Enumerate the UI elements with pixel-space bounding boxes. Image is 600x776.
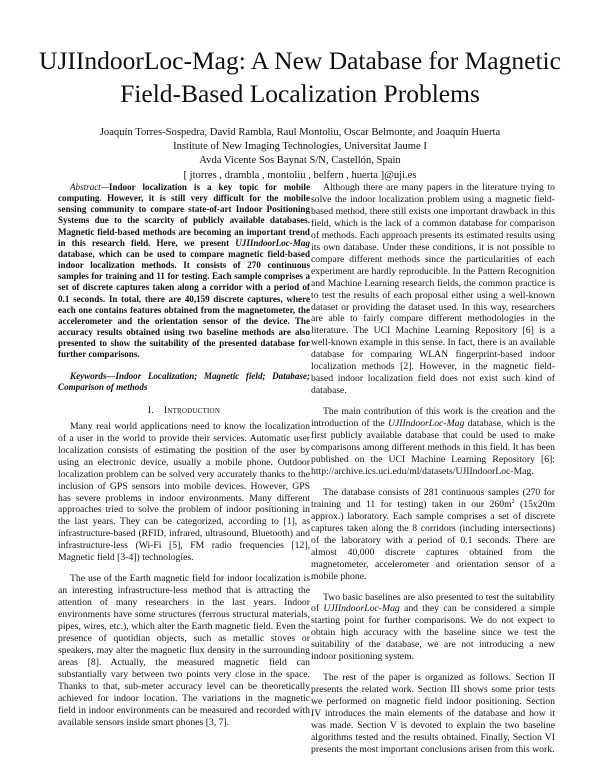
section-number: I. bbox=[147, 404, 154, 416]
author-address: Avda Vicente Sos Baynat S/N, Castellón, Spain bbox=[199, 155, 401, 167]
p2-text-a: The main contribution of this work is the creation and the introduction of the bbox=[311, 406, 555, 430]
p4-text-b: and they can be considered a simple starting point for further comparisons. We do not expect to obtain high accuracy with the baseline since we test the suitability of the database, we are not introducing a new indoor positioning system. bbox=[311, 603, 555, 663]
abstract-text-1: Indoor localization is a key topic for mobile computing. However, it is still very difficult for the mobile sensing community to compare state-of-art Indoor Positioning Systems due to the scarcity of publicly available databases. Magnetic field-based methods are becoming an important trend in this research field. Here, we present bbox=[58, 182, 310, 248]
title-line-2: Field-Based Localization Problems bbox=[120, 79, 480, 108]
right-paragraph-1: Although there are many papers in the literature trying to solve the indoor localization problem using a magnetic field-based method, there still exists one important drawback in this field, which is the lack of a common database for comparison of methods. Each approach presents its estimated results using its own database. Under these conditions, it is not possible to compare different methods since the particularities of each experiment are hardly reproducible. In the Pattern Recognition and Machine Learning research fields, the common practice is to test the results of each proposal either using a well-known dataset or providing the dataset used. In this way, researchers are able to fairly compare different methodologies in the literature. The UCI Machine Learning Repository [6] is a well-known example in this sense. In fact, there is an available database for comparing WLAN fingerprint-based indoor localization methods [2]. However, in the magnetic field-based indoor localization field does not exist such kind of database. bbox=[311, 182, 555, 397]
p3-text-a: The database consists of 281 continuous samples (270 for training and 11 for testing) taken in our 260m bbox=[311, 486, 555, 510]
author-names: Joaquín Torres-Sospedra, David Rambla, Raul Montoliu, Oscar Belmonte, and Joaquín Huerta bbox=[99, 127, 501, 138]
right-paragraph-2 bbox=[311, 406, 555, 478]
intro-paragraph-2: The use of the Earth magnetic field for indoor localization is an interesting infrastructure-less method that is attracting the attention of many researchers in the last years. Indoor environments have some structures (ferrous structural materials, pipes, wires, etc.), which alter the Earth magnetic field. Even the presence of quotidian objects, such as metallic stoves or speakers, may alter the magnetic flux density in the surrounding areas [8]. Actually, the measured magnetic field can substantially vary between two points very close in the space. Thanks to that, sub-meter accuracy level can be theoretically achieved for indoor location. The variations in the magnetic field in indoor environments can be measured and recorded with available sensors inside smart phones [3, 7]. bbox=[58, 573, 310, 728]
abstract-lead: Abstract— bbox=[70, 182, 109, 192]
p3-superscript: 2 bbox=[511, 498, 515, 505]
left-column bbox=[58, 182, 310, 729]
abstract-db-name: UJIIndoorLoc-Mag bbox=[235, 237, 310, 248]
p2-db-name: UJIIndoorLoc-Mag bbox=[387, 418, 465, 430]
right-paragraph-3 bbox=[311, 487, 555, 583]
author-email: [ jtorres , drambla , montoliu , belfern , huerta ]@uji.es bbox=[183, 169, 417, 181]
title-line-1: UJIIndoorLoc-Mag: A New Database for Magnetic bbox=[39, 46, 561, 75]
keywords-text: Indoor Localization; Magnetic field; Database; Comparison of methods bbox=[58, 370, 310, 392]
p4-text-a: Two basic baselines are also presented to test the suitability of bbox=[311, 591, 555, 615]
section-title: Introduction bbox=[163, 404, 221, 416]
section-heading-introduction bbox=[58, 405, 310, 416]
right-column bbox=[311, 182, 555, 756]
paper-title bbox=[30, 44, 570, 110]
keywords bbox=[58, 371, 310, 393]
abstract bbox=[58, 182, 310, 361]
right-paragraph-5: The rest of the paper is organized as follows. Section II presents the related work. Section III shows some prior tests we performed on magnetic field indoor positioning. Section IV introduces the main elements of the database and how it was made. Section V is devoted to explain the two baseline algorithms tested and the results obtained. Finally, Section VI presents the most important conclusions arisen from this work. bbox=[311, 672, 555, 755]
right-paragraph-4 bbox=[311, 592, 555, 664]
intro-paragraph-1: Many real world applications need to know the localization of a user in the world to provide their services. Automatic user localization consists of estimating the position of the user by using an electronic device, usually a mobile phone. Outdoor localization problem can be solved very accurately thanks to the inclusion of GPS sensors into mobile devices. However, GPS has severe problems in indoor environments. Many different approaches tried to solve the problem of indoor positioning in the last years. They can be categorized, according to [1], as infrastructure-based (RFID, infrared, ultrasound, Bluetooth) and infrastructure-less (Wi-Fi [5], FM radio frequencies [12], Magnetic field [3-4]) technologies. bbox=[58, 420, 310, 564]
author-block bbox=[60, 126, 540, 183]
keywords-lead: Keywords— bbox=[70, 370, 116, 381]
p2-text-b: database, which is the first publicly available database that could be used to make comparisons among different methods in this field. It has been published on the UCI Machine Learning Repository [6]: http://archive.ics.uci.edu/ml/datasets/UJIIndoorLoc-Mag. bbox=[311, 418, 555, 477]
p4-db-name: UJIIndoorLoc-Mag bbox=[323, 603, 400, 615]
author-affiliation: Institute of New Imaging Technologies, Universitat Jaume I bbox=[173, 141, 427, 153]
abstract-text-2: database, which can be used to compare magnetic field-based indoor localization methods. It consists of 270 continuous samples for training and 11 for testing. Each sample comprises a set of discrete captures taken along a corridor with a period of 0.1 seconds. In total, there are 40,159 discrete captures, where each one contains features obtained from the magnetometer, the accelerometer and the orientation sensor of the device. The accuracy results obtained using two baseline methods are also presented to show the suitability of the presented database for further comparisons. bbox=[58, 248, 310, 360]
p3-text-b: (15x20m approx.) laboratory. Each sample comprises a set of discrete captures taken along the 8 corridors (including intersections) of the laboratory with a period of 0.1 seconds. There are almost 40,000 discrete captures obtained from the magnetometer, accelerometer and orientation sensor of a mobile phone. bbox=[311, 498, 556, 582]
